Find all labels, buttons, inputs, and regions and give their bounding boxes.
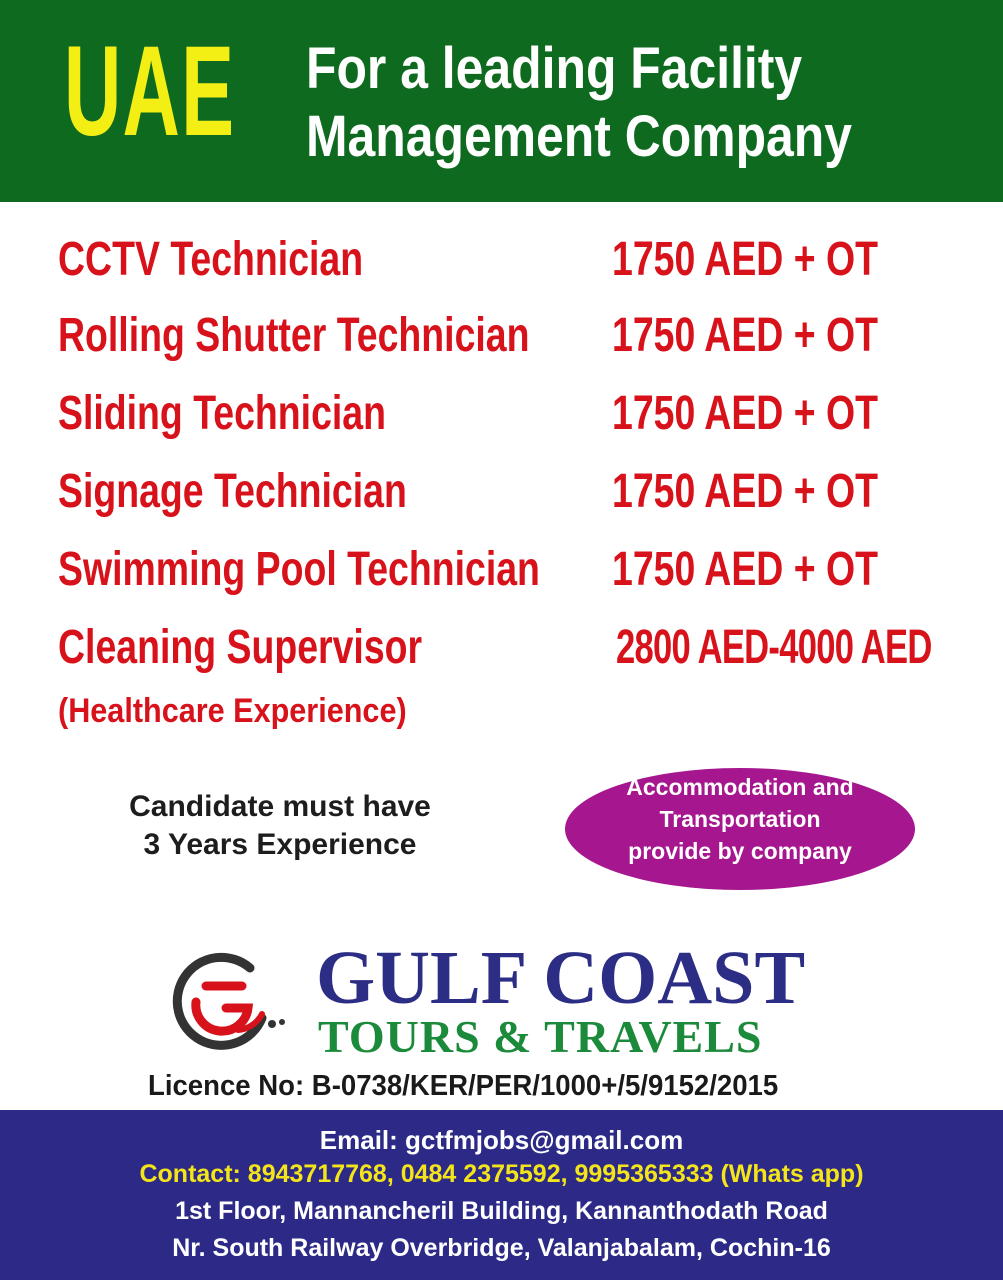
benefits-text <box>565 771 915 867</box>
job-title-cleaning-supervisor: Cleaning Supervisor <box>58 621 423 674</box>
job-salary-signage: 1750 AED + OT <box>612 465 879 518</box>
company-name: GULF COAST <box>316 936 806 1020</box>
contact-address-1: 1st Floor, Mannancheril Building, Kannanthodath Road <box>175 1197 828 1225</box>
requirement-line-1: Candidate must have <box>129 790 431 823</box>
benefits-line-3: provide by company <box>628 838 852 864</box>
job-title-swimming-pool: Swimming Pool Technician <box>58 543 540 596</box>
gc-logo-icon <box>166 952 288 1056</box>
experience-requirement <box>120 788 440 864</box>
job-salary-cleaning-supervisor: 2800 AED-4000 AED <box>616 621 932 674</box>
header-line-2: Management Company <box>306 104 853 169</box>
contact-address-2: Nr. South Railway Overbridge, Valanjabalam, Cochin-16 <box>172 1234 831 1262</box>
job-title-cctv: CCTV Technician <box>58 233 364 286</box>
job-salary-cctv: 1750 AED + OT <box>612 233 879 286</box>
header-line-1: For a leading Facility <box>306 36 803 101</box>
job-salary-rolling-shutter: 1750 AED + OT <box>612 309 879 362</box>
requirement-line-2: 3 Years Experience <box>143 828 417 861</box>
licence-number: Licence No: B-0738/KER/PER/1000+/5/9152/2015 <box>148 1070 779 1102</box>
job-title-sliding: Sliding Technician <box>58 387 386 440</box>
job-salary-sliding: 1750 AED + OT <box>612 387 879 440</box>
contact-email: Email: gctfmjobs@gmail.com <box>319 1125 684 1155</box>
job-note: (Healthcare Experience) <box>58 692 407 730</box>
job-title-signage: Signage Technician <box>58 465 407 518</box>
job-title-rolling-shutter: Rolling Shutter Technician <box>58 309 530 362</box>
benefits-line-2: Transportation <box>659 806 821 832</box>
country-title: UAE <box>64 20 236 163</box>
contact-phone: Contact: 8943717768, 0484 2375592, 9995365333 (Whats app) <box>139 1160 864 1188</box>
company-subtitle: TOURS & TRAVELS <box>318 1011 763 1062</box>
benefits-line-1: Accommodation and <box>626 774 854 800</box>
job-salary-swimming-pool: 1750 AED + OT <box>612 543 879 596</box>
